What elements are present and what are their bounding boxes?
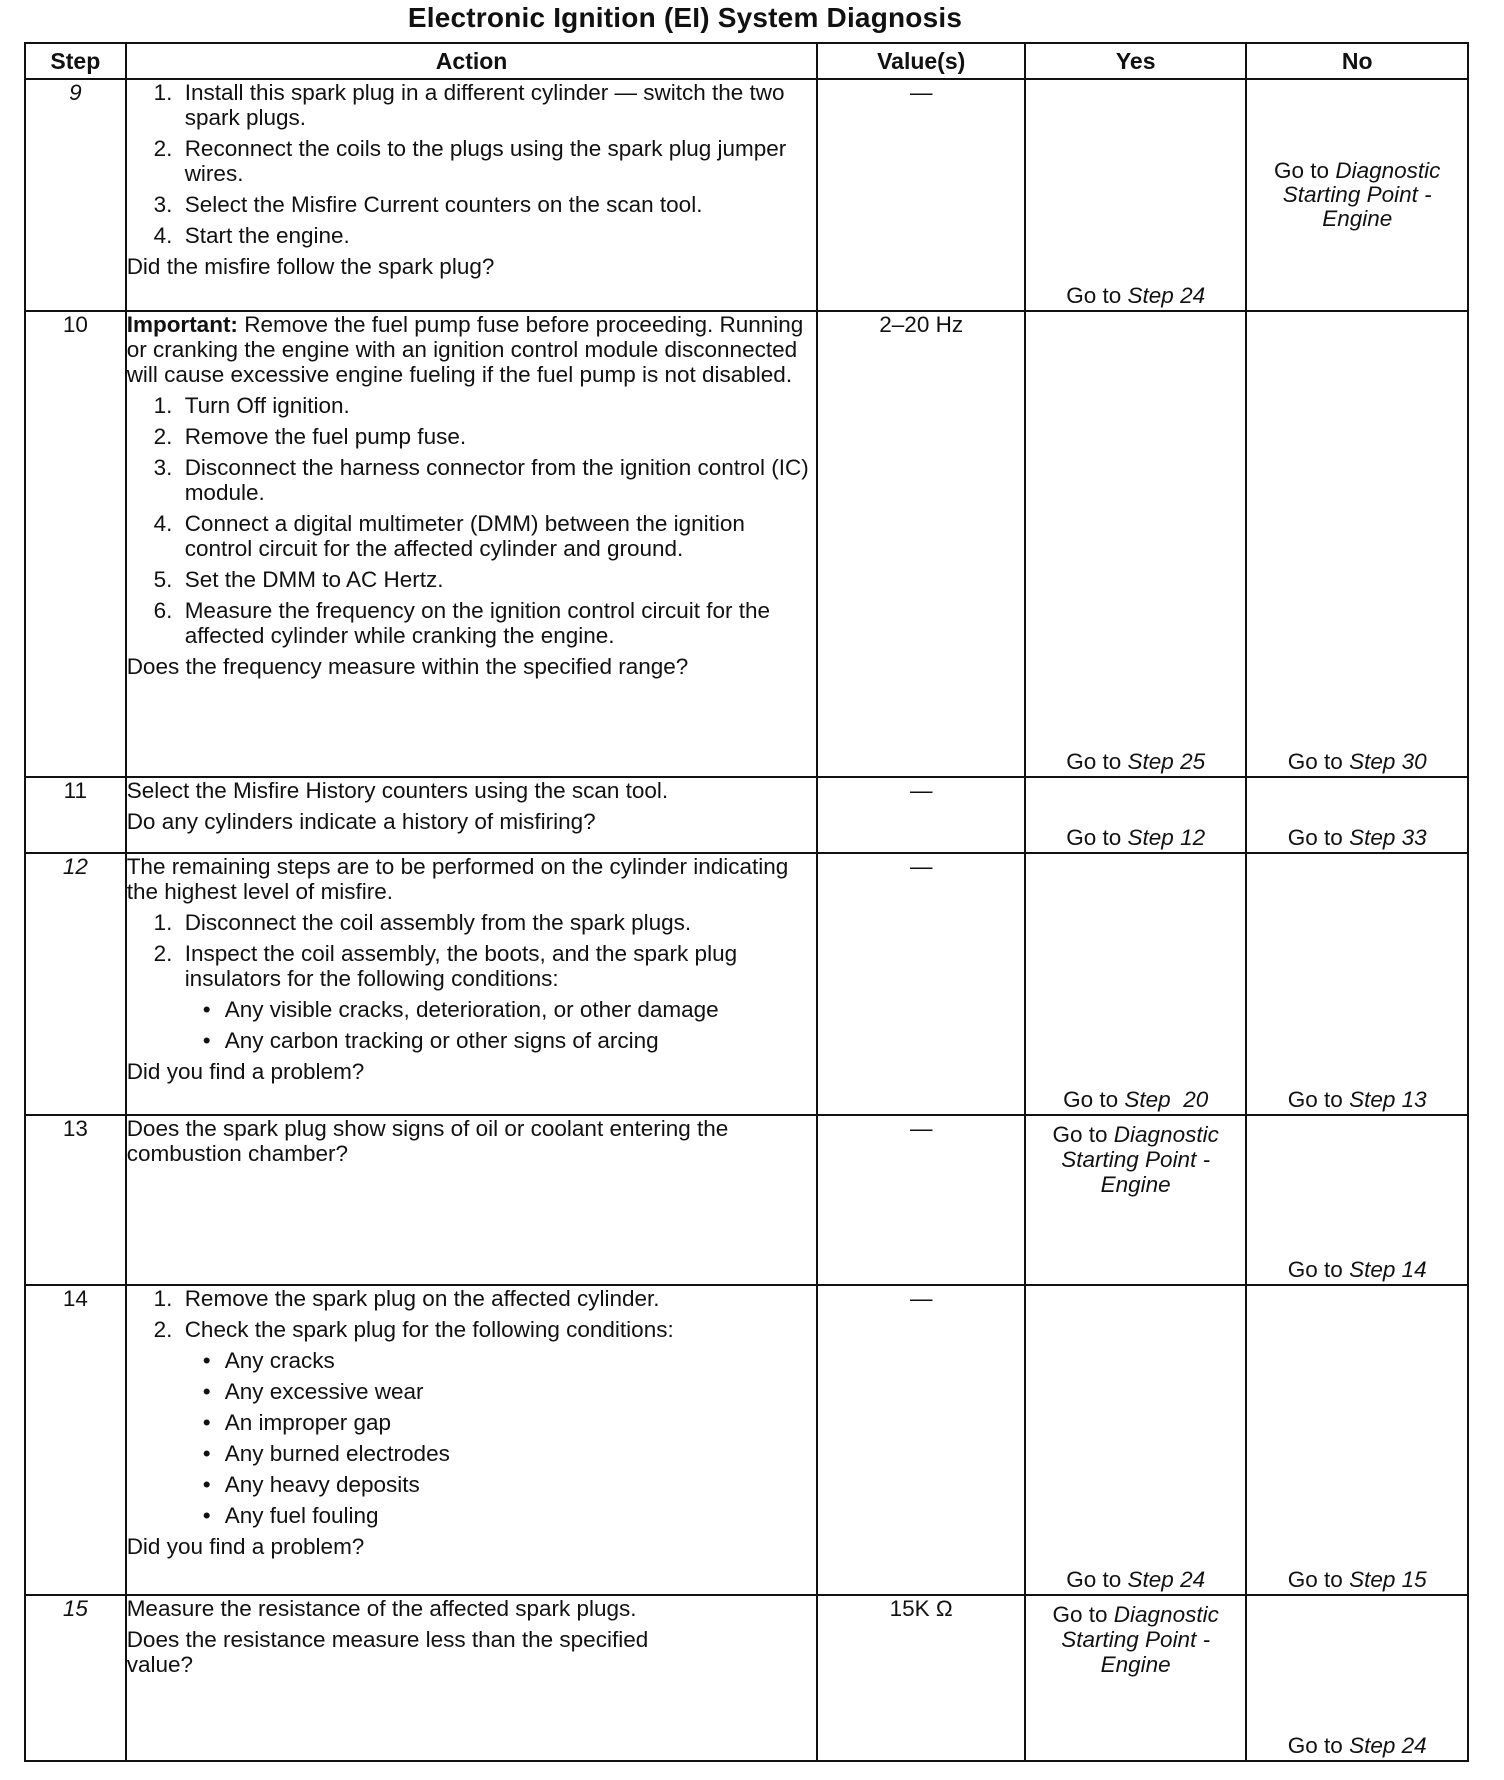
yes-prefix: Go to (1066, 825, 1128, 850)
header-action: Action (126, 43, 818, 79)
procedure-list (127, 393, 817, 648)
no-prefix: Go to (1287, 1257, 1350, 1282)
procedure-item: 1. Remove the spark plug on the affected cylinder. (179, 1286, 817, 1311)
procedure-item (179, 1317, 817, 1528)
procedure-list (127, 1286, 817, 1528)
step-number (25, 1115, 126, 1285)
step-number (25, 1595, 126, 1761)
condition-item: • Any fuel fouling (219, 1503, 817, 1528)
procedure-item: 1. Turn Off ignition. (179, 393, 817, 418)
no-cell (1246, 1115, 1468, 1285)
yes-prefix: Go to (1066, 1567, 1128, 1592)
action-cell (126, 1115, 818, 1285)
table-row (25, 1285, 1468, 1595)
intro-text: Select the Misfire History counters using the scan tool. (126, 778, 669, 803)
no-cell (1246, 1595, 1468, 1761)
step-label: 13 (62, 1116, 88, 1141)
no-cell (1246, 79, 1468, 311)
procedure-item: 4. Connect a digital multimeter (DMM) between the ignition control circuit for the affected cylinder and ground. (179, 511, 817, 561)
yes-prefix: Go to (1052, 1122, 1114, 1147)
yes-link[interactable]: Step 20 (1124, 1087, 1209, 1112)
yes-prefix: Go to (1052, 1602, 1114, 1627)
table-row (25, 777, 1468, 853)
yes-prefix: Go to (1066, 749, 1128, 774)
question: Did the misfire follow the spark plug? (126, 254, 495, 279)
no-prefix: Go to (1287, 1567, 1350, 1592)
action-cell (126, 311, 818, 777)
table-row (25, 311, 1468, 777)
no-cell (1246, 853, 1468, 1115)
important-note (127, 312, 817, 387)
question: Did you find a problem? (126, 1534, 365, 1559)
question: Did you find a problem? (126, 1059, 365, 1084)
procedure-text: Check the spark plug for the following conditions: (184, 1317, 674, 1342)
header-no: No (1246, 43, 1468, 79)
yes-prefix: Go to (1063, 1087, 1125, 1112)
condition-item: • Any excessive wear (219, 1379, 817, 1404)
yes-link[interactable]: Step 25 (1127, 749, 1206, 774)
step-number (25, 79, 126, 311)
condition-list (185, 1348, 817, 1528)
condition-item: • An improper gap (219, 1410, 817, 1435)
yes-cell (1025, 1285, 1247, 1595)
procedure-item: 5. Set the DMM to AC Hertz. (179, 567, 817, 592)
step-label: 9 (69, 80, 82, 105)
value-cell: — (817, 777, 1024, 853)
value-cell: — (817, 1115, 1024, 1285)
step-number (25, 777, 126, 853)
procedure-item: 1. Disconnect the coil assembly from the spark plugs. (179, 910, 817, 935)
yes-cell (1025, 853, 1247, 1115)
header-row (25, 43, 1468, 79)
no-prefix: Go to (1287, 1087, 1350, 1112)
important-text: Remove the fuel pump fuse before proceeding. Running or cranking the engine with an ignition control module disconnected will cause excessive engine fueling if the fuel pump is not disabled. (126, 312, 804, 387)
step-number (25, 853, 126, 1115)
procedure-item: 2. Reconnect the coils to the plugs using the spark plug jumper wires. (179, 136, 817, 186)
table-row (25, 1115, 1468, 1285)
procedure-item: 3. Select the Misfire Current counters on the scan tool. (179, 192, 817, 217)
step-number (25, 1285, 126, 1595)
step-label: 10 (62, 312, 88, 337)
step-label: 12 (62, 854, 88, 879)
condition-item: • Any carbon tracking or other signs of arcing (219, 1028, 817, 1053)
no-prefix: Go to (1287, 749, 1350, 774)
yes-link[interactable]: Step 24 (1127, 1567, 1206, 1592)
procedure-item: 1. Install this spark plug in a different cylinder — switch the two spark plugs. (179, 80, 817, 130)
header-step: Step (25, 43, 126, 79)
condition-item: • Any heavy deposits (219, 1472, 817, 1497)
no-prefix: Go to (1274, 158, 1336, 183)
condition-item: • Any burned electrodes (219, 1441, 817, 1466)
no-cell (1246, 777, 1468, 853)
action-cell (126, 1285, 818, 1595)
yes-link[interactable]: Step 24 (1127, 283, 1206, 308)
action-cell (126, 1595, 818, 1761)
yes-cell (1025, 1595, 1247, 1761)
intro-text: The remaining steps are to be performed on the cylinder indicating the highest level of misfire. (126, 854, 789, 904)
yes-prefix: Go to (1066, 283, 1128, 308)
yes-link[interactable]: Diagnostic Starting Point - Engine (1061, 1602, 1219, 1677)
table-row (25, 79, 1468, 311)
page-title: Electronic Ignition (EI) System Diagnosis (407, 2, 963, 33)
header-values: Value(s) (817, 43, 1024, 79)
procedure-item: 3. Disconnect the harness connector from the ignition control (IC) module. (179, 455, 817, 505)
no-cell (1246, 1285, 1468, 1595)
no-link[interactable]: Step 14 (1349, 1257, 1427, 1282)
procedure-item: 2. Remove the fuel pump fuse. (179, 424, 817, 449)
procedure-list (127, 80, 817, 248)
procedure-item (179, 941, 817, 1053)
step-number (25, 311, 126, 777)
important-label: Important: (126, 312, 238, 337)
step-label: 15 (62, 1596, 88, 1621)
value-cell: — (817, 1285, 1024, 1595)
action-cell (126, 853, 818, 1115)
no-link[interactable]: Step 30 (1349, 749, 1427, 774)
no-link[interactable]: Step 13 (1349, 1087, 1427, 1112)
condition-item: • Any cracks (219, 1348, 817, 1373)
condition-list (185, 997, 817, 1053)
question: Does the resistance measure less than the specified value? (126, 1627, 649, 1677)
yes-link[interactable]: Step 12 (1127, 825, 1206, 850)
question: Do any cylinders indicate a history of misfiring? (126, 809, 596, 834)
no-cell (1246, 311, 1468, 777)
procedure-list (127, 910, 817, 1053)
value-cell: 2–20 Hz (817, 311, 1024, 777)
yes-cell (1025, 79, 1247, 311)
step-label: 14 (62, 1286, 88, 1311)
table-row (25, 1595, 1468, 1761)
procedure-text: Inspect the coil assembly, the boots, and the spark plug insulators for the following conditions: (184, 941, 738, 991)
no-link[interactable]: Diagnostic Starting Point - Engine (1282, 158, 1441, 231)
yes-link[interactable]: Diagnostic Starting Point - Engine (1061, 1122, 1219, 1197)
table-row (25, 853, 1468, 1115)
value-cell: — (817, 79, 1024, 311)
yes-cell (1025, 311, 1247, 777)
procedure-item: 6. Measure the frequency on the ignition control circuit for the affected cylinder while cranking the engine. (179, 598, 817, 648)
intro-text: Measure the resistance of the affected spark plugs. (126, 1596, 637, 1621)
action-cell (126, 79, 818, 311)
no-link[interactable]: Step 24 (1349, 1733, 1427, 1758)
value-cell: — (817, 853, 1024, 1115)
header-yes: Yes (1025, 43, 1247, 79)
diagnosis-table (24, 42, 1469, 1762)
no-prefix: Go to (1287, 1733, 1350, 1758)
yes-cell (1025, 1115, 1247, 1285)
no-link[interactable]: Step 15 (1349, 1567, 1427, 1592)
question: Does the spark plug show signs of oil or coolant entering the combustion chamber? (126, 1116, 729, 1166)
no-link[interactable]: Step 33 (1349, 825, 1427, 850)
yes-cell (1025, 777, 1247, 853)
action-cell (126, 777, 818, 853)
step-label: 11 (63, 778, 88, 803)
condition-item: • Any visible cracks, deterioration, or other damage (219, 997, 817, 1022)
procedure-item: 4. Start the engine. (179, 223, 817, 248)
question: Does the frequency measure within the specified range? (126, 654, 689, 679)
value-cell: 15K Ω (817, 1595, 1024, 1761)
no-prefix: Go to (1287, 825, 1350, 850)
